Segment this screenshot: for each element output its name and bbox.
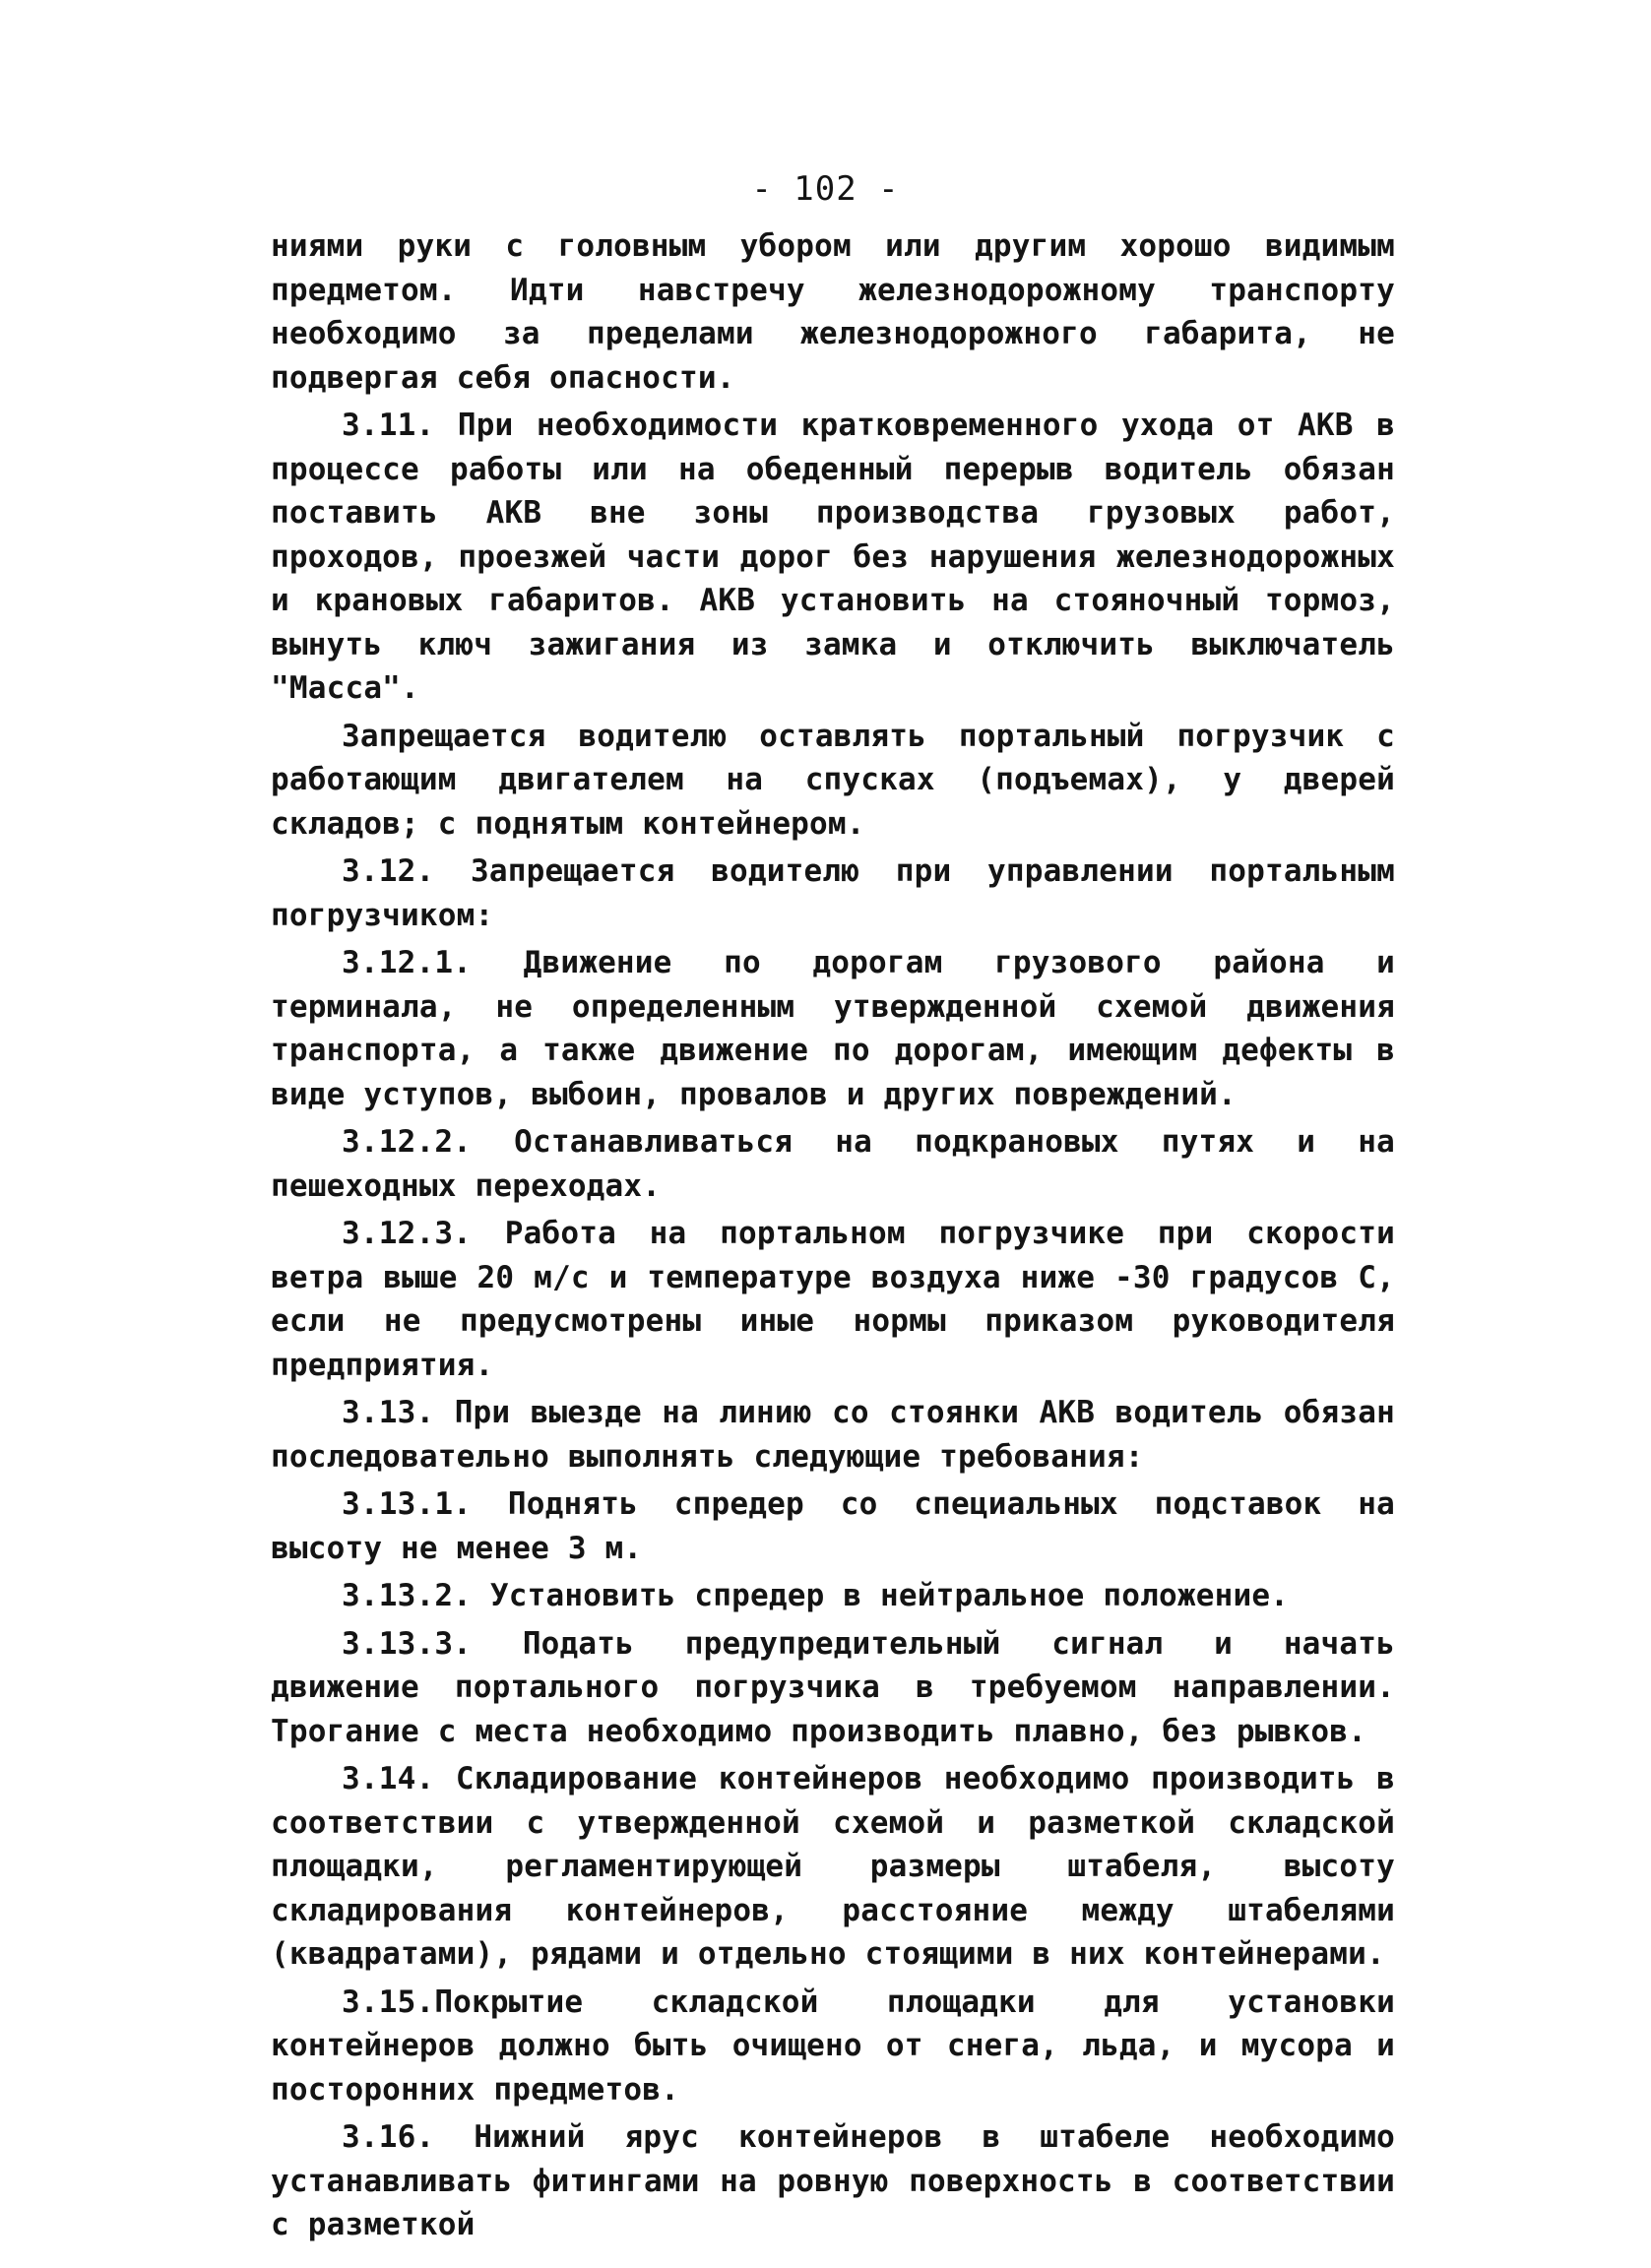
paragraph-3-12-3: 3.12.3. Работа на портальном погрузчике при скорости ветра выше 20 м/с и температуре воздуха ниже -30 градусов С, если не предусмотрены иные нормы приказом руководителя предприятия. — [271, 1216, 1395, 1383]
paragraph-3-12-2: 3.12.2. Останавливаться на подкрановых путях и на пешеходных переходах. — [271, 1124, 1395, 1204]
paragraph-3-11: 3.11. При необходимости кратковременного ухода от АКВ в процессе работы или на обеденный перерыв водитель обязан поставить АКВ вне зоны производства грузовых работ, проходов, проезжей части дорог без нарушения железнодорожных и крановых габаритов. АКВ установить на стояночный тормоз, вынуть ключ зажигания из замка и отключить выключатель "Масса". — [271, 408, 1395, 706]
paragraph-prohibition-leaving: Запрещается водителю оставлять портальный погрузчик с работающим двигателем на спусках (подъемах), у дверей складов; с поднятым контейнером. — [271, 718, 1395, 842]
paragraph-3-12: 3.12. Запрещается водителю при управлении портальным погрузчиком: — [271, 853, 1395, 933]
paragraph-3-13: 3.13. При выезде на линию со стоянки АКВ водитель обязан последовательно выполнять следующие требования: — [271, 1395, 1395, 1475]
document-body — [271, 224, 1395, 2251]
paragraph-3-16: 3.16. Нижний ярус контейнеров в штабеле необходимо устанавливать фитингами на ровную поверхность в соответствии с разметкой — [271, 2119, 1395, 2242]
paragraph-3-14: 3.14. Складирование контейнеров необходимо производить в соответствии с утвержденной схемой и разметкой складской площадки, регламентирующей размеры штабеля, высоту складирования контейнеров, расстояние между штабелями (квадратами), рядами и отдельно стоящими в них контейнерами. — [271, 1761, 1395, 1972]
paragraph-3-12-1: 3.12.1. Движение по дорогам грузового района и терминала, не определенным утвержденной схемой движения транспорта, а также движение по дорогам, имеющим дефекты в виде уступов, выбоин, провалов и других повреждений. — [271, 945, 1395, 1112]
page-number: - 102 - — [751, 169, 900, 209]
paragraph-3-15: 3.15.Покрытие складской площадки для установки контейнеров должно быть очищено от снега, льда, и мусора и посторонних предметов. — [271, 1984, 1395, 2108]
paragraph-3-13-2: 3.13.2. Установить спредер в нейтральное положение. — [342, 1578, 1290, 1613]
paragraph-continuation: ниями руки с головным убором или другим хорошо видимым предметом. Идти навстречу железнодорожному транспорту необходимо за пределами железнодорожного габарита, не подвергая себя опасности. — [271, 228, 1395, 396]
paragraph-3-13-3: 3.13.3. Подать предупредительный сигнал и начать движение портального погрузчика в требуемом направлении. Трогание с места необходимо производить плавно, без рывков. — [271, 1625, 1395, 1749]
paragraph-3-13-1: 3.13.1. Поднять спредер со специальных подставок на высоту не менее 3 м. — [271, 1486, 1395, 1566]
